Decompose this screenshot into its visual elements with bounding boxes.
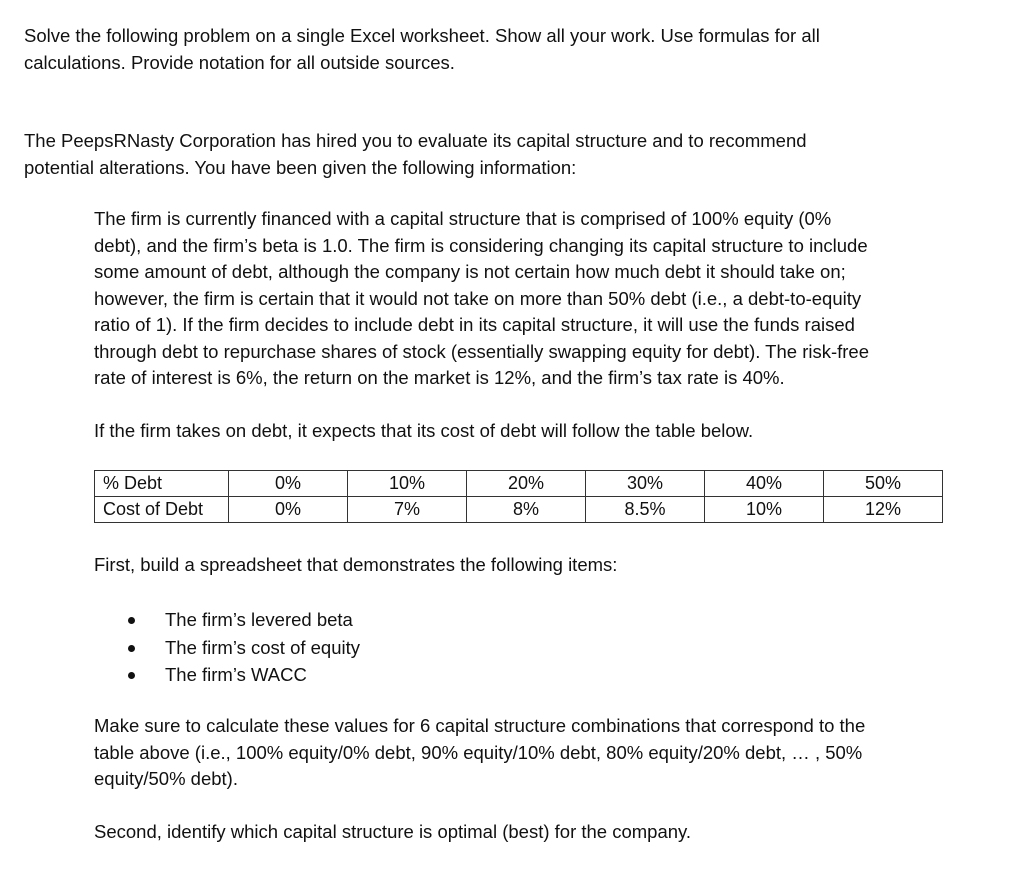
text-line: table above (i.e., 100% equity/0% debt, 90% equity/10% debt, 80% equity/20% debt, … , 50% — [94, 741, 863, 763]
text-line: equity/50% debt). — [94, 768, 238, 789]
information-paragraph — [94, 206, 869, 392]
table-cell: 10% — [705, 497, 824, 523]
table-cell: 10% — [348, 471, 467, 497]
list-item-text: The firm’s cost of equity — [165, 636, 361, 658]
table-cell: 40% — [705, 471, 824, 497]
bullet-icon — [128, 617, 135, 624]
text-line: Make sure to calculate these values for 6 capital structure combinations that correspond to the — [94, 715, 866, 736]
bullet-icon — [128, 645, 135, 652]
text-line: some amount of debt, although the company is not certain how much debt it should take on; — [94, 261, 846, 282]
cost-of-debt-table — [94, 470, 943, 523]
combinations-paragraph — [94, 713, 865, 793]
text-line: potential alterations. You have been given the following information: — [24, 156, 577, 178]
text-line: Solve the following problem on a single Excel worksheet. Show all your work. Use formulas for all — [24, 25, 820, 46]
table-cell: 7% — [348, 497, 467, 523]
table-cell: 8.5% — [586, 497, 705, 523]
table-row — [95, 497, 943, 523]
table-cell: 0% — [229, 497, 348, 523]
text-line: however, the firm is certain that it would not take on more than 50% debt (i.e., a debt-to-equity — [94, 287, 862, 309]
list-item-text: The firm’s WACC — [165, 664, 307, 685]
instructions-paragraph — [24, 23, 820, 76]
table-cell: 30% — [586, 471, 705, 497]
text-line: through debt to repurchase shares of stock (essentially swapping equity for debt). The risk-free — [94, 340, 870, 362]
list-item-text: The firm’s levered beta — [165, 609, 353, 630]
second-task-text: Second, identify which capital structure is optimal (best) for the company. — [94, 821, 692, 842]
text-line: The PeepsRNasty Corporation has hired you to evaluate its capital structure and to recommend — [24, 130, 807, 151]
row-header: Cost of Debt — [95, 497, 229, 523]
expectation-text: If the firm takes on debt, it expects that its cost of debt will follow the table below. — [94, 420, 754, 441]
bullet-icon — [128, 672, 135, 679]
table-cell: 20% — [467, 471, 586, 497]
text-line: The firm is currently financed with a capital structure that is comprised of 100% equity (0% — [94, 208, 832, 229]
table-cell: 0% — [229, 471, 348, 497]
row-header: % Debt — [95, 471, 229, 497]
text-line: debt), and the firm’s beta is 1.0. The firm is considering changing its capital structure to include — [94, 234, 868, 256]
text-line: ratio of 1). If the firm decides to include debt in its capital structure, it will use the funds raised — [94, 314, 855, 335]
context-paragraph — [24, 128, 807, 181]
first-task-text: First, build a spreadsheet that demonstrates the following items: — [94, 554, 618, 575]
table-cell: 50% — [824, 471, 943, 497]
text-line: rate of interest is 6%, the return on the market is 12%, and the firm’s tax rate is 40%. — [94, 367, 785, 388]
table-cell: 8% — [467, 497, 586, 523]
text-line: calculations. Provide notation for all outside sources. — [24, 51, 455, 73]
table-row — [95, 471, 943, 497]
table-cell: 12% — [824, 497, 943, 523]
